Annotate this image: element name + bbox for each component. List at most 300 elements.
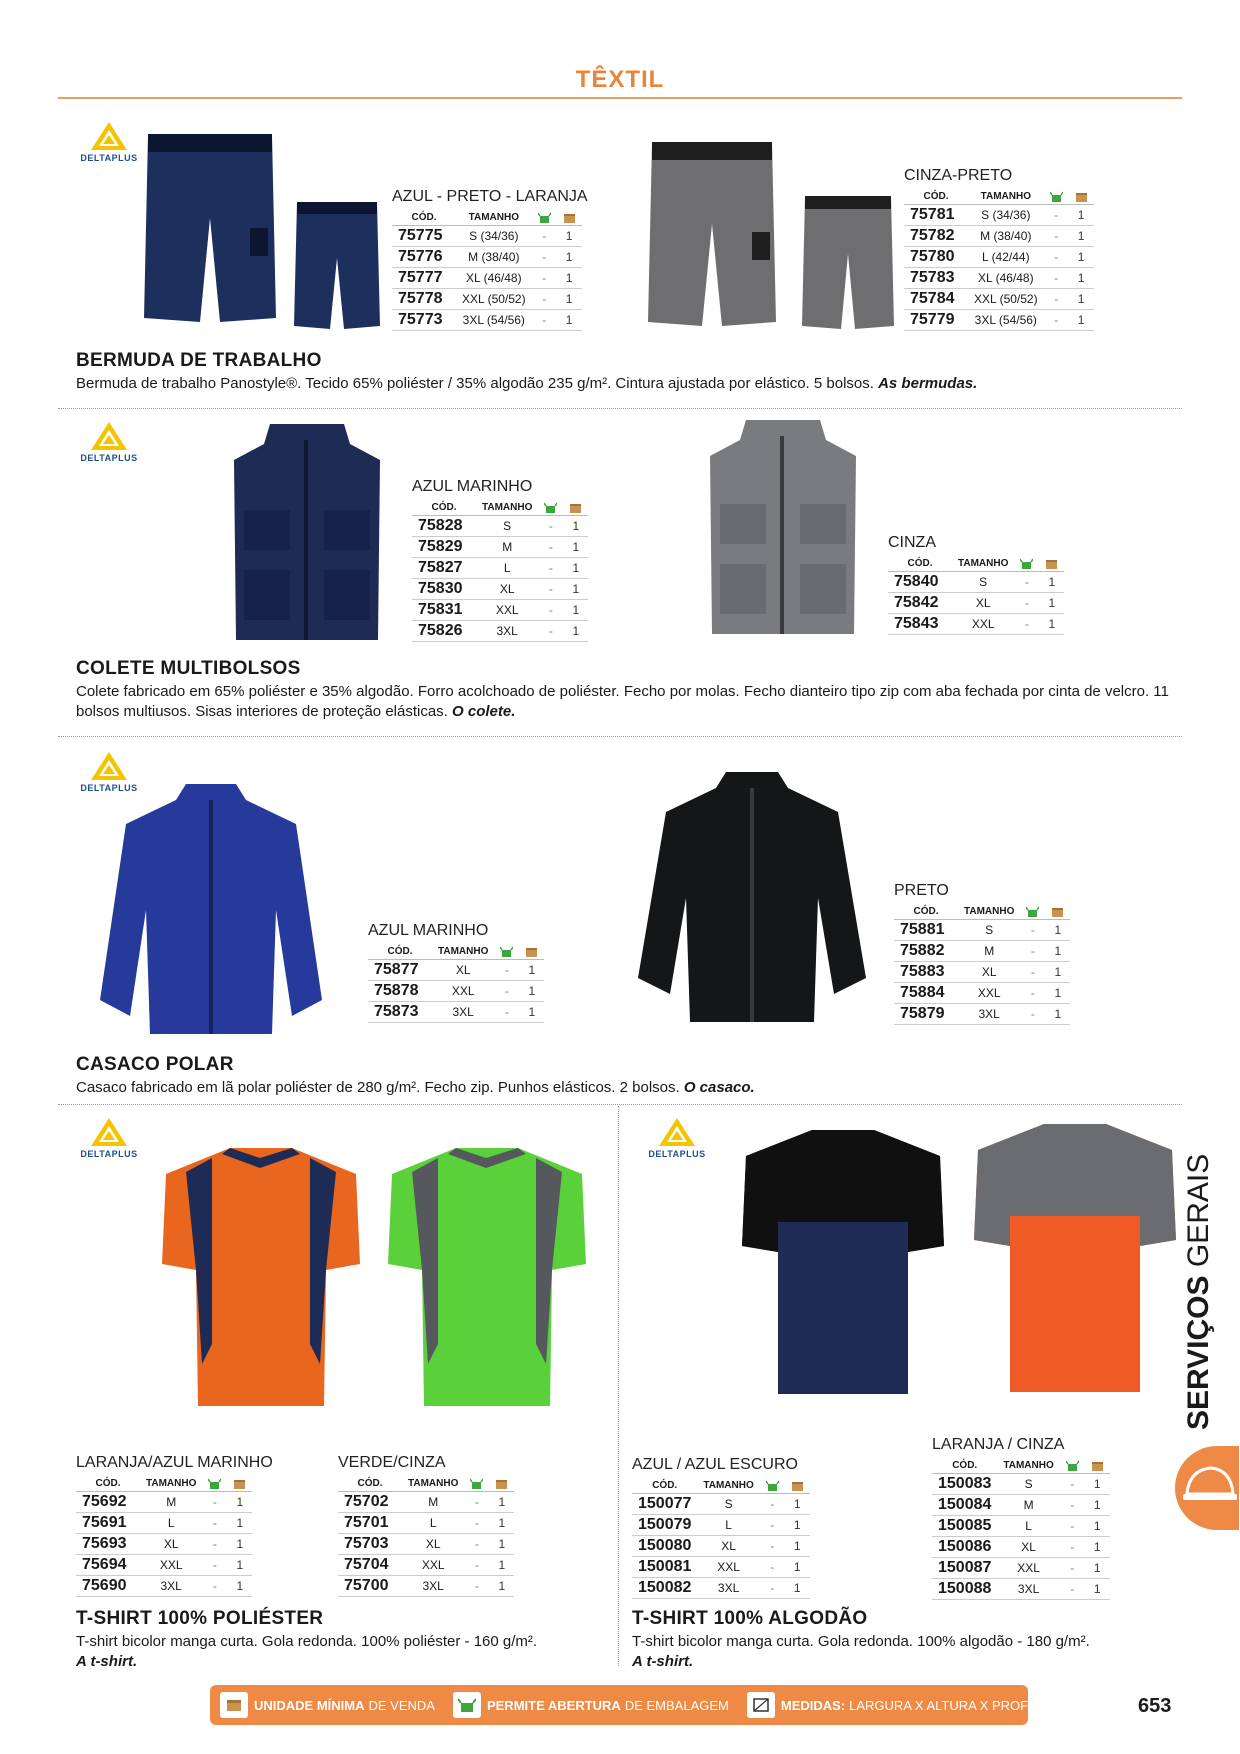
min-unit-value: 1 <box>557 310 582 331</box>
table-row <box>894 920 1070 941</box>
table-row <box>932 1495 1110 1516</box>
box-icon <box>525 946 538 957</box>
table-row <box>632 1557 810 1578</box>
product-size: S (34/36) <box>456 226 532 247</box>
table-row <box>894 941 1070 962</box>
open-pack-value: - <box>532 268 557 289</box>
product-code: 150085 <box>932 1516 997 1537</box>
product-size: L <box>402 1513 464 1534</box>
min-unit-value: 1 <box>1085 1516 1110 1537</box>
table-row <box>894 962 1070 983</box>
tshirt-cotton-title: T-SHIRT 100% ALGODÃO <box>632 1608 868 1629</box>
product-code: 150084 <box>932 1495 997 1516</box>
table-row <box>904 205 1094 226</box>
product-code: 75775 <box>392 226 456 247</box>
page-title: TÊXTIL <box>575 66 665 93</box>
tshirt-orange-table: LARANJA/AZUL MARINHO CÓD. TAMANHO 75692 M - 1 75691 L - 1 75693 XL - 1 75694 XXL - 1 75690 3XL - 1 <box>76 1454 273 1597</box>
product-code: 75879 <box>894 1004 958 1025</box>
product-size: L <box>997 1516 1059 1537</box>
product-code: 75829 <box>412 537 476 558</box>
table-row <box>368 981 544 1002</box>
size-header: TAMANHO <box>997 1458 1059 1474</box>
product-size: 3XL <box>432 1002 494 1023</box>
code-header: CÓD. <box>932 1458 997 1474</box>
product-size: XXL <box>958 983 1020 1004</box>
min-unit-value: 1 <box>489 1492 514 1513</box>
min-unit-value: 1 <box>1085 1474 1110 1495</box>
min-unit-value: 1 <box>563 516 588 537</box>
open-box-icon <box>208 1478 221 1489</box>
table-row <box>904 247 1094 268</box>
tshirt-navy-cotton-table: AZUL / AZUL ESCURO CÓD. TAMANHO 150077 S - 1 150079 L - 1 150080 XL - 1 150081 XXL - 1 150082 3XL - 1 <box>632 1456 810 1599</box>
open-pack-value: - <box>1060 1537 1085 1558</box>
min-unit-value: 1 <box>1069 289 1094 310</box>
ruler-icon <box>747 1692 775 1718</box>
open-pack-value: - <box>538 579 563 600</box>
open-pack-value: - <box>1020 1004 1045 1025</box>
product-code: 75826 <box>412 621 476 642</box>
table-row <box>932 1579 1110 1600</box>
min-unit-value: 1 <box>563 537 588 558</box>
min-unit-header <box>1039 556 1064 572</box>
open-box-icon <box>1050 191 1063 202</box>
product-size: XXL <box>952 614 1014 635</box>
section-divider <box>58 1104 1182 1105</box>
table-header <box>76 1476 252 1492</box>
bermuda-navy-image <box>140 128 280 328</box>
product-code: 150086 <box>932 1537 997 1558</box>
product-code: 150087 <box>932 1558 997 1579</box>
product-size: 3XL (54/56) <box>456 310 532 331</box>
open-pack-header <box>1060 1458 1085 1474</box>
product-code: 75704 <box>338 1555 402 1576</box>
open-pack-value: - <box>760 1494 785 1515</box>
product-code: 150077 <box>632 1494 697 1515</box>
table-row <box>632 1578 810 1599</box>
min-unit-header <box>227 1476 252 1492</box>
product-size: M <box>958 941 1020 962</box>
product-size: S <box>697 1494 759 1515</box>
box-icon <box>220 1692 248 1718</box>
product-size: L <box>140 1513 202 1534</box>
product-code: 150082 <box>632 1578 697 1599</box>
tshirt-navy-cotton-image <box>740 1126 946 1396</box>
table-row <box>894 983 1070 1004</box>
deltaplus-logo: DELTAPLUS <box>74 420 144 470</box>
product-code: 75783 <box>904 268 968 289</box>
product-size: XL <box>958 962 1020 983</box>
min-unit-value: 1 <box>1045 983 1070 1004</box>
product-code: 75781 <box>904 205 968 226</box>
table-header <box>904 189 1094 205</box>
fleece-navy-image <box>96 780 326 1040</box>
table-row <box>904 289 1094 310</box>
open-pack-value: - <box>1044 205 1069 226</box>
code-header: CÓD. <box>888 556 952 572</box>
min-unit-value: 1 <box>1069 310 1094 331</box>
open-pack-value: - <box>1020 920 1045 941</box>
open-pack-value: - <box>532 226 557 247</box>
product-code: 75777 <box>392 268 456 289</box>
table-row <box>392 310 582 331</box>
table-header <box>338 1476 514 1492</box>
open-box-icon <box>1066 1460 1079 1471</box>
product-size: XXL <box>997 1558 1059 1579</box>
open-pack-value: - <box>1044 247 1069 268</box>
min-unit-value: 1 <box>1045 920 1070 941</box>
min-unit-value: 1 <box>1045 1004 1070 1025</box>
product-code: 75840 <box>888 572 952 593</box>
table-row <box>368 1002 544 1023</box>
product-code: 150080 <box>632 1536 697 1557</box>
table-row <box>392 247 582 268</box>
min-unit-value: 1 <box>1069 205 1094 226</box>
fleece-title: CASACO POLAR <box>76 1054 234 1075</box>
product-code: 75773 <box>392 310 456 331</box>
table-row <box>904 226 1094 247</box>
table-row <box>932 1516 1110 1537</box>
legend-measures: MEDIDAS: LARGURA X ALTURA X PROFUNDIDADE <box>747 1692 1096 1718</box>
box-icon <box>569 502 582 513</box>
bermuda-grey-back-image <box>800 192 896 332</box>
product-code: 75700 <box>338 1576 402 1597</box>
product-code: 75828 <box>412 516 476 537</box>
table-row <box>392 226 582 247</box>
product-size: M <box>476 537 538 558</box>
min-unit-value: 1 <box>519 960 544 981</box>
product-code: 75877 <box>368 960 432 981</box>
tshirt-cotton-description: T-shirt bicolor manga curta. Gola redonda. 100% algodão - 180 g/m². A t-shirt. <box>632 1633 1090 1670</box>
min-unit-header <box>1045 904 1070 920</box>
product-code: 75882 <box>894 941 958 962</box>
tshirt-poly-title: T-SHIRT 100% POLIÉSTER <box>76 1608 324 1629</box>
deltaplus-logo: DELTAPLUS <box>74 750 144 800</box>
min-unit-header <box>489 1476 514 1492</box>
product-size: XL <box>952 593 1014 614</box>
fleece-description: Casaco fabricado em lã polar poliéster de 280 g/m². Fecho zip. Punhos elásticos. 2 bolsos. O casaco. <box>76 1079 755 1096</box>
table-row <box>888 614 1064 635</box>
product-size: S <box>952 572 1014 593</box>
min-unit-value: 1 <box>489 1555 514 1576</box>
product-size: M <box>997 1495 1059 1516</box>
size-header: TAMANHO <box>958 904 1020 920</box>
table-row <box>412 579 588 600</box>
table-row <box>338 1576 514 1597</box>
product-size: 3XL <box>140 1576 202 1597</box>
product-code: 75780 <box>904 247 968 268</box>
section-divider <box>58 736 1182 737</box>
open-pack-header <box>532 210 557 226</box>
product-size: M (38/40) <box>968 226 1044 247</box>
product-size: XL <box>402 1534 464 1555</box>
product-size: XL <box>997 1537 1059 1558</box>
code-header: CÓD. <box>894 904 958 920</box>
min-unit-value: 1 <box>557 289 582 310</box>
open-pack-value: - <box>1060 1516 1085 1537</box>
code-header: CÓD. <box>368 944 432 960</box>
table-row <box>412 558 588 579</box>
box-icon <box>1075 191 1088 202</box>
open-pack-value: - <box>532 289 557 310</box>
size-header: TAMANHO <box>456 210 532 226</box>
open-box-icon <box>470 1478 483 1489</box>
min-unit-header <box>1085 1458 1110 1474</box>
open-pack-value: - <box>494 1002 519 1023</box>
product-code: 75778 <box>392 289 456 310</box>
product-size: XL <box>476 579 538 600</box>
hardhat-icon <box>1175 1446 1239 1530</box>
table-row <box>888 572 1064 593</box>
product-size: L <box>476 558 538 579</box>
open-pack-value: - <box>538 621 563 642</box>
open-box-icon <box>1026 906 1039 917</box>
product-size: M <box>140 1492 202 1513</box>
table-row <box>888 593 1064 614</box>
table-row <box>412 516 588 537</box>
min-unit-value: 1 <box>563 600 588 621</box>
product-size: XXL <box>432 981 494 1002</box>
tshirt-poly-description: T-shirt bicolor manga curta. Gola redonda. 100% poliéster - 160 g/m². A t-shirt. <box>76 1633 538 1670</box>
deltaplus-logo: DELTAPLUS <box>74 1116 144 1166</box>
tshirt-orange-cotton-image <box>972 1120 1178 1394</box>
min-unit-value: 1 <box>785 1557 810 1578</box>
vest-description: Colete fabricado em 65% poliéster e 35% algodão. Forro acolchoado de poliéster. Fecho por molas. Fecho dianteiro tipo zip com aba fechada por cinta de velcro. 11 bolsos multiusos. Sisas interiores de proteção elásticas. O colete. <box>76 683 1169 720</box>
product-code: 75691 <box>76 1513 140 1534</box>
product-code: 75878 <box>368 981 432 1002</box>
open-pack-value: - <box>202 1576 227 1597</box>
min-unit-value: 1 <box>1069 226 1094 247</box>
tshirt-green-table: VERDE/CINZA CÓD. TAMANHO 75702 M - 1 75701 L - 1 75703 XL - 1 75704 XXL - 1 75700 3XL - 1 <box>338 1454 514 1597</box>
code-header: CÓD. <box>392 210 456 226</box>
product-code: 75692 <box>76 1492 140 1513</box>
min-unit-value: 1 <box>1069 268 1094 289</box>
table-header <box>888 556 1064 572</box>
product-size: XXL <box>140 1555 202 1576</box>
min-unit-value: 1 <box>519 981 544 1002</box>
product-code: 75690 <box>76 1576 140 1597</box>
table-row <box>932 1537 1110 1558</box>
product-code: 75842 <box>888 593 952 614</box>
product-code: 75779 <box>904 310 968 331</box>
product-code: 75776 <box>392 247 456 268</box>
open-pack-value: - <box>202 1513 227 1534</box>
product-size: XXL <box>402 1555 464 1576</box>
product-code: 75784 <box>904 289 968 310</box>
page-number: 653 <box>1138 1695 1172 1717</box>
open-box-icon <box>1020 558 1033 569</box>
product-size: L (42/44) <box>968 247 1044 268</box>
table-row <box>338 1534 514 1555</box>
open-pack-header <box>760 1478 785 1494</box>
box-icon <box>1091 1460 1104 1471</box>
product-size: 3XL <box>997 1579 1059 1600</box>
bermuda-grey-image <box>644 136 780 332</box>
size-header: TAMANHO <box>140 1476 202 1492</box>
fleece-black-image <box>634 768 870 1028</box>
open-pack-value: - <box>202 1534 227 1555</box>
product-code: 75702 <box>338 1492 402 1513</box>
table-row <box>904 268 1094 289</box>
product-code: 75843 <box>888 614 952 635</box>
product-code: 75884 <box>894 983 958 1004</box>
open-pack-value: - <box>1044 310 1069 331</box>
table-row <box>76 1576 252 1597</box>
open-pack-value: - <box>202 1492 227 1513</box>
size-header: TAMANHO <box>476 500 538 516</box>
product-size: L <box>697 1515 759 1536</box>
size-header: TAMANHO <box>952 556 1014 572</box>
open-pack-value: - <box>760 1536 785 1557</box>
min-unit-value: 1 <box>785 1578 810 1599</box>
min-unit-value: 1 <box>563 621 588 642</box>
table-row <box>632 1536 810 1557</box>
open-pack-value: - <box>464 1555 489 1576</box>
open-pack-value: - <box>1044 268 1069 289</box>
min-unit-value: 1 <box>227 1555 252 1576</box>
table-row <box>412 600 588 621</box>
min-unit-value: 1 <box>489 1534 514 1555</box>
product-size: XXL (50/52) <box>968 289 1044 310</box>
table-row <box>76 1555 252 1576</box>
bermuda-navy-table: AZUL - PRETO - LARANJA CÓD. TAMANHO 75775 S (34/36) - 1 75776 M (38/40) - 1 75777 XL (46/48) - 1 75778 XXL (50/52) - 1 75773 3XL (54/56) - 1 <box>392 188 588 331</box>
table-header <box>392 210 582 226</box>
open-pack-value: - <box>1060 1495 1085 1516</box>
tshirt-orange-cotton-table: LARANJA / CINZA CÓD. TAMANHO 150083 S - 1 150084 M - 1 150085 L - 1 150086 XL - 1 150087 XXL - 1 150088 3XL - 1 <box>932 1436 1110 1600</box>
product-size: XL <box>697 1536 759 1557</box>
min-unit-value: 1 <box>1045 941 1070 962</box>
table-row <box>932 1558 1110 1579</box>
open-pack-value: - <box>464 1534 489 1555</box>
legend-open-pack: PERMITE ABERTURA DE EMBALAGEM <box>453 1692 729 1718</box>
vest-grey-image <box>706 416 860 644</box>
min-unit-value: 1 <box>1039 572 1064 593</box>
open-pack-header <box>494 944 519 960</box>
product-size: S (34/36) <box>968 205 1044 226</box>
product-code: 150088 <box>932 1579 997 1600</box>
vest-grey-table: CINZA CÓD. TAMANHO 75840 S - 1 75842 XL - 1 75843 XXL - 1 <box>888 534 1064 635</box>
min-unit-value: 1 <box>563 579 588 600</box>
open-pack-value: - <box>538 558 563 579</box>
open-pack-value: - <box>1060 1579 1085 1600</box>
product-size: XXL (50/52) <box>456 289 532 310</box>
min-unit-value: 1 <box>519 1002 544 1023</box>
min-unit-value: 1 <box>1045 962 1070 983</box>
table-row <box>76 1492 252 1513</box>
min-unit-value: 1 <box>227 1513 252 1534</box>
table-header <box>932 1458 1110 1474</box>
min-unit-value: 1 <box>1085 1495 1110 1516</box>
table-row <box>338 1513 514 1534</box>
open-pack-header <box>1020 904 1045 920</box>
box-icon <box>1051 906 1064 917</box>
product-code: 75827 <box>412 558 476 579</box>
open-box-icon <box>538 212 551 223</box>
open-pack-value: - <box>202 1555 227 1576</box>
open-pack-header <box>1014 556 1039 572</box>
table-row <box>392 289 582 310</box>
product-size: S <box>997 1474 1059 1495</box>
deltaplus-logo: DELTAPLUS <box>74 120 144 170</box>
open-pack-value: - <box>464 1513 489 1534</box>
open-pack-value: - <box>1060 1474 1085 1495</box>
product-code: 150081 <box>632 1557 697 1578</box>
product-code: 75694 <box>76 1555 140 1576</box>
open-pack-header <box>538 500 563 516</box>
size-header: TAMANHO <box>968 189 1044 205</box>
vest-title: COLETE MULTIBOLSOS <box>76 658 301 679</box>
open-box-icon <box>766 1480 779 1491</box>
title-divider <box>58 97 1182 99</box>
product-code: 75701 <box>338 1513 402 1534</box>
table-row <box>338 1492 514 1513</box>
open-pack-value: - <box>538 516 563 537</box>
table-row <box>412 621 588 642</box>
product-code: 75883 <box>894 962 958 983</box>
open-pack-value: - <box>1014 572 1039 593</box>
min-unit-value: 1 <box>1085 1537 1110 1558</box>
vest-navy-table: AZUL MARINHO CÓD. TAMANHO 75828 S - 1 75829 M - 1 75827 L - 1 75830 XL - 1 75831 XXL - 1 75826 3XL - 1 <box>412 478 588 642</box>
product-code: 75873 <box>368 1002 432 1023</box>
min-unit-value: 1 <box>785 1515 810 1536</box>
product-code: 75831 <box>412 600 476 621</box>
open-pack-value: - <box>760 1578 785 1599</box>
min-unit-value: 1 <box>227 1534 252 1555</box>
open-pack-header <box>464 1476 489 1492</box>
product-size: XXL <box>697 1557 759 1578</box>
min-unit-header <box>519 944 544 960</box>
box-icon <box>563 212 576 223</box>
product-size: 3XL <box>697 1578 759 1599</box>
open-pack-value: - <box>1020 962 1045 983</box>
open-pack-value: - <box>464 1576 489 1597</box>
table-row <box>76 1513 252 1534</box>
table-row <box>904 310 1094 331</box>
open-pack-value: - <box>1020 941 1045 962</box>
min-unit-value: 1 <box>227 1576 252 1597</box>
open-pack-value: - <box>1014 614 1039 635</box>
table-row <box>338 1555 514 1576</box>
min-unit-header <box>785 1478 810 1494</box>
min-unit-value: 1 <box>1039 593 1064 614</box>
min-unit-value: 1 <box>557 247 582 268</box>
open-pack-value: - <box>494 960 519 981</box>
product-code: 150083 <box>932 1474 997 1495</box>
min-unit-value: 1 <box>227 1492 252 1513</box>
min-unit-value: 1 <box>1085 1579 1110 1600</box>
open-pack-header <box>202 1476 227 1492</box>
product-size: 3XL <box>958 1004 1020 1025</box>
category-side-label: SERVIÇOS GERAIS <box>1182 1153 1215 1430</box>
table-row <box>932 1474 1110 1495</box>
open-pack-value: - <box>538 537 563 558</box>
min-unit-value: 1 <box>1085 1558 1110 1579</box>
tshirt-green-image <box>386 1144 588 1408</box>
min-unit-value: 1 <box>557 268 582 289</box>
open-pack-value: - <box>760 1557 785 1578</box>
code-header: CÓD. <box>338 1476 402 1492</box>
min-unit-header <box>557 210 582 226</box>
legend-bar <box>210 1685 1096 1725</box>
min-unit-header <box>1069 189 1094 205</box>
table-header <box>368 944 544 960</box>
vest-navy-image <box>230 420 384 650</box>
open-pack-value: - <box>1044 289 1069 310</box>
code-header: CÓD. <box>632 1478 697 1494</box>
open-pack-value: - <box>1014 593 1039 614</box>
deltaplus-logo: DELTAPLUS <box>642 1116 712 1166</box>
code-header: CÓD. <box>76 1476 140 1492</box>
open-pack-value: - <box>538 600 563 621</box>
